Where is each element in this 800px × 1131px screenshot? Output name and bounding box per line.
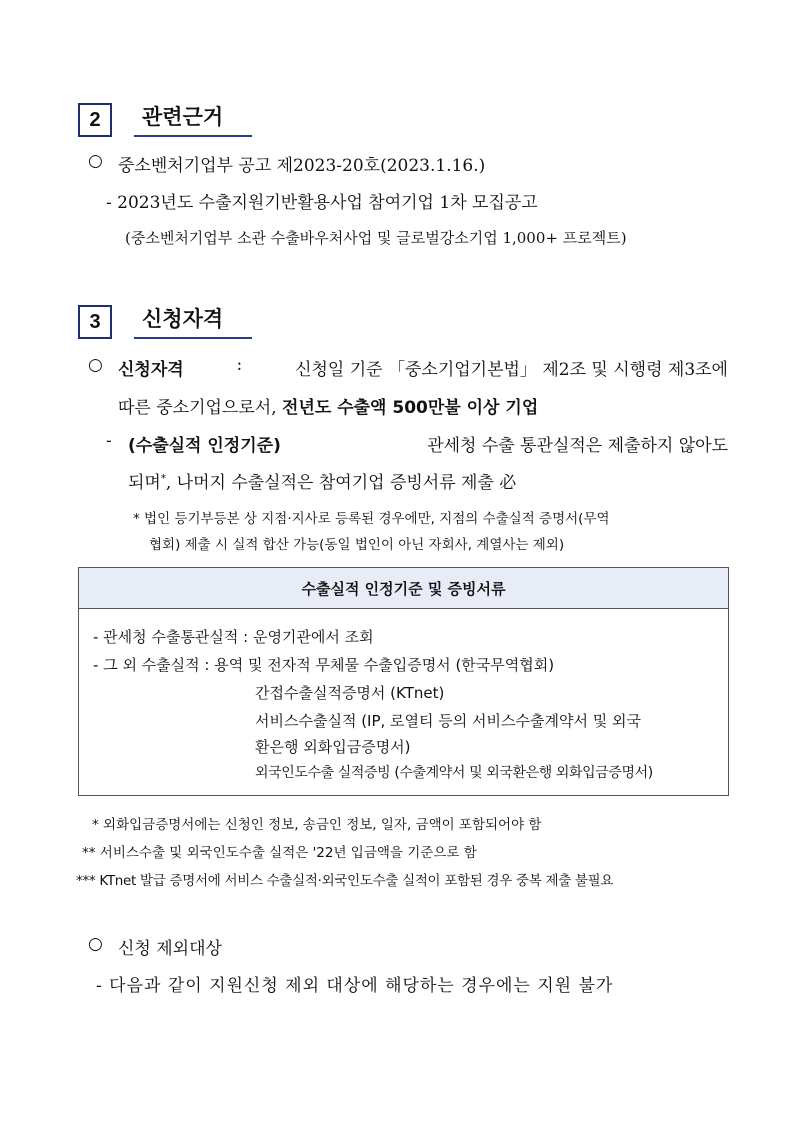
note-line-1: * 법인 등기부등본 상 지점·지사로 등록된 경우에만, 지점의 수출실적 증명서(무역 — [133, 511, 610, 527]
bullet-marker: ○ — [88, 355, 103, 375]
qualification-text: 신청일 기준 「중소기업기본법」 제2조 및 시행령 제3조에 — [295, 360, 728, 380]
section-3-header — [78, 303, 252, 339]
basis-line-1: 중소벤처기업부 공고 제2023-20호(2023.1.16.) — [118, 156, 486, 176]
criteria-line-2 — [128, 468, 516, 493]
qualification-text-2a: 따른 중소기업으로서, — [118, 398, 277, 418]
section-number: 2 — [78, 103, 112, 137]
qualification-text-2b: 전년도 수출액 500만불 이상 기업 — [282, 398, 539, 418]
footnote-3: *** KTnet 발급 증명서에 서비스 수출실적·외국인도수출 실적이 포함된 경우 중복 제출 불필요 — [76, 873, 614, 889]
section-number: 3 — [78, 305, 112, 339]
basis-line-2: - 2023년도 수출지원기반활용사업 참여기업 1차 모집공고 — [106, 193, 538, 213]
qualification-colon: : — [236, 355, 243, 375]
qualification-line-1 — [118, 355, 728, 380]
criteria-box-header: 수출실적 인정기준 및 증빙서류 — [79, 568, 728, 609]
exclusion-line: - 다음과 같이 지원신청 제외 대상에 해당하는 경우에는 지원 불가 — [96, 976, 614, 996]
note-line-2: 협회) 제출 시 실적 합산 가능(동일 법인이 아닌 자회사, 계열사는 제외) — [149, 537, 565, 553]
footnote-1: * 외화입금증명서에는 신청인 정보, 송금인 정보, 일자, 금액이 포함되어야 함 — [92, 817, 542, 833]
basis-line-3: (중소벤처기업부 소관 수출바우처사업 및 글로벌강소기업 1,000+ 프로젝트) — [125, 229, 627, 247]
section-2-header — [78, 101, 252, 137]
box-row-6: 외국인도수출 실적증빙 (수출계약서 및 외국환은행 외화입금증명서) — [255, 765, 653, 781]
criteria-label: (수출실적 인정기준) — [128, 436, 281, 456]
criteria-text-2b: , 나머지 수출실적은 참여기업 증빙서류 제출 必 — [165, 473, 517, 493]
footnote-2: ** 서비스수출 및 외국인도수출 실적은 '22년 입금액을 기준으로 함 — [82, 845, 477, 861]
section-title: 관련근거 — [134, 101, 252, 137]
qualification-line-2 — [118, 393, 538, 418]
criteria-box — [78, 567, 729, 796]
box-row-3: 간접수출실적증명서 (KTnet) — [255, 684, 445, 702]
footnote-marker: * — [160, 473, 166, 485]
bullet-marker: ○ — [88, 934, 103, 954]
bullet-marker: ○ — [88, 151, 103, 171]
criteria-text: 관세청 수출 통관실적은 제출하지 않아도 — [427, 436, 728, 456]
box-row-4: 서비스수출실적 (IP, 로열티 등의 서비스수출계약서 및 외국 — [255, 712, 641, 730]
criteria-line-1 — [128, 431, 728, 456]
criteria-text-2a: 되며 — [128, 473, 161, 493]
box-row-2: - 그 외 수출실적 : 용역 및 전자적 무체물 수출입증명서 (한국무역협회) — [93, 656, 555, 674]
qualification-label: 신청자격 — [118, 360, 184, 380]
box-row-5: 환은행 외화입금증명서) — [255, 738, 411, 756]
section-title: 신청자격 — [134, 303, 252, 339]
exclusion-title: 신청 제외대상 — [118, 939, 222, 959]
dash-marker: - — [106, 431, 112, 451]
box-row-1: - 관세청 수출통관실적 : 운영기관에서 조회 — [93, 628, 374, 646]
